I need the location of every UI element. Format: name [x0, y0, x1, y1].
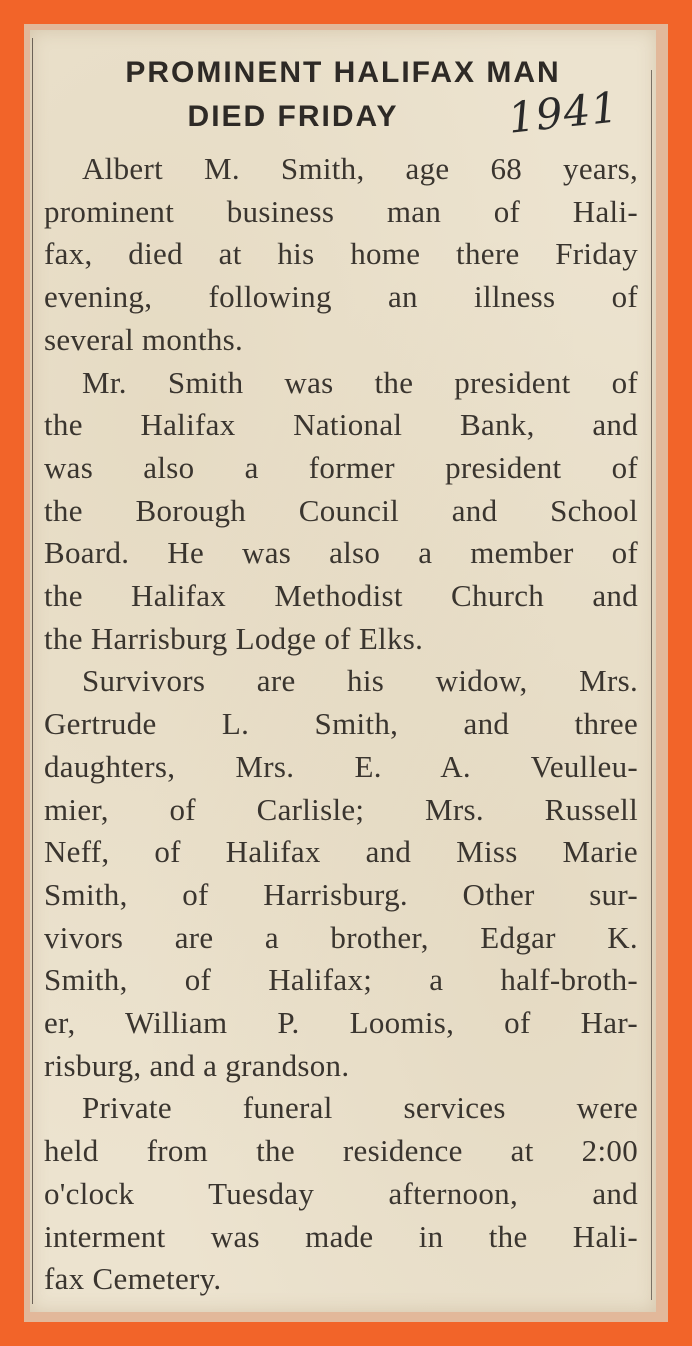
article-line: the Harrisburg Lodge of Elks.	[44, 620, 424, 656]
column-rule-left	[32, 38, 33, 1304]
headline-line-1: PROMINENT HALIFAX MAN	[125, 56, 561, 89]
article-line: vivors are a brother, Edgar K.	[44, 919, 638, 955]
article-line: prominent business man of Hali-	[44, 193, 638, 229]
article-line: Gertrude L. Smith, and three	[44, 706, 638, 742]
paragraph-1	[44, 148, 638, 362]
article-line: Survivors are his widow, Mrs.	[82, 663, 638, 699]
article-line: several months.	[44, 321, 244, 357]
article-line: Mr. Smith was the president of	[82, 364, 638, 400]
article-line: Board. He was also a member of	[44, 535, 638, 571]
article-line: the Halifax Methodist Church and	[44, 578, 638, 614]
article-line: the Halifax National Bank, and	[44, 407, 638, 443]
paragraph-2	[44, 362, 638, 661]
article-line: held from the residence at 2:00	[44, 1133, 638, 1169]
headline-line-2: DIED FRIDAY	[187, 100, 399, 133]
article-line: evening, following an illness of	[44, 279, 638, 315]
article-line: fax Cemetery.	[44, 1261, 222, 1297]
article-line: Smith, of Halifax; a half-broth-	[44, 962, 638, 998]
article-line: Neff, of Halifax and Miss Marie	[44, 834, 638, 870]
article-line: Smith, of Harrisburg. Other sur-	[44, 876, 638, 912]
column-rule-right	[651, 70, 652, 1300]
article-line: was also a former president of	[44, 449, 638, 485]
article-line: Private funeral services were	[82, 1090, 638, 1126]
article-body	[44, 148, 638, 1301]
article-line: mier, of Carlisle; Mrs. Russell	[44, 791, 638, 827]
article-line: Albert M. Smith, age 68 years,	[82, 151, 638, 186]
handwritten-year-annotation: 1941	[505, 82, 622, 143]
paragraph-4	[44, 1087, 638, 1301]
article-line: interment was made in the Hali-	[44, 1218, 638, 1254]
article-line: fax, died at his home there Friday	[44, 236, 638, 272]
article-line: the Borough Council and School	[44, 492, 638, 528]
article-line: risburg, and a grandson.	[44, 1047, 350, 1083]
article-line: daughters, Mrs. E. A. Veulleu-	[44, 748, 638, 784]
article-line: er, William P. Loomis, of Har-	[44, 1005, 638, 1041]
newspaper-clipping	[30, 30, 656, 1312]
article-line: o'clock Tuesday afternoon, and	[44, 1175, 638, 1211]
paragraph-3	[44, 660, 638, 1087]
